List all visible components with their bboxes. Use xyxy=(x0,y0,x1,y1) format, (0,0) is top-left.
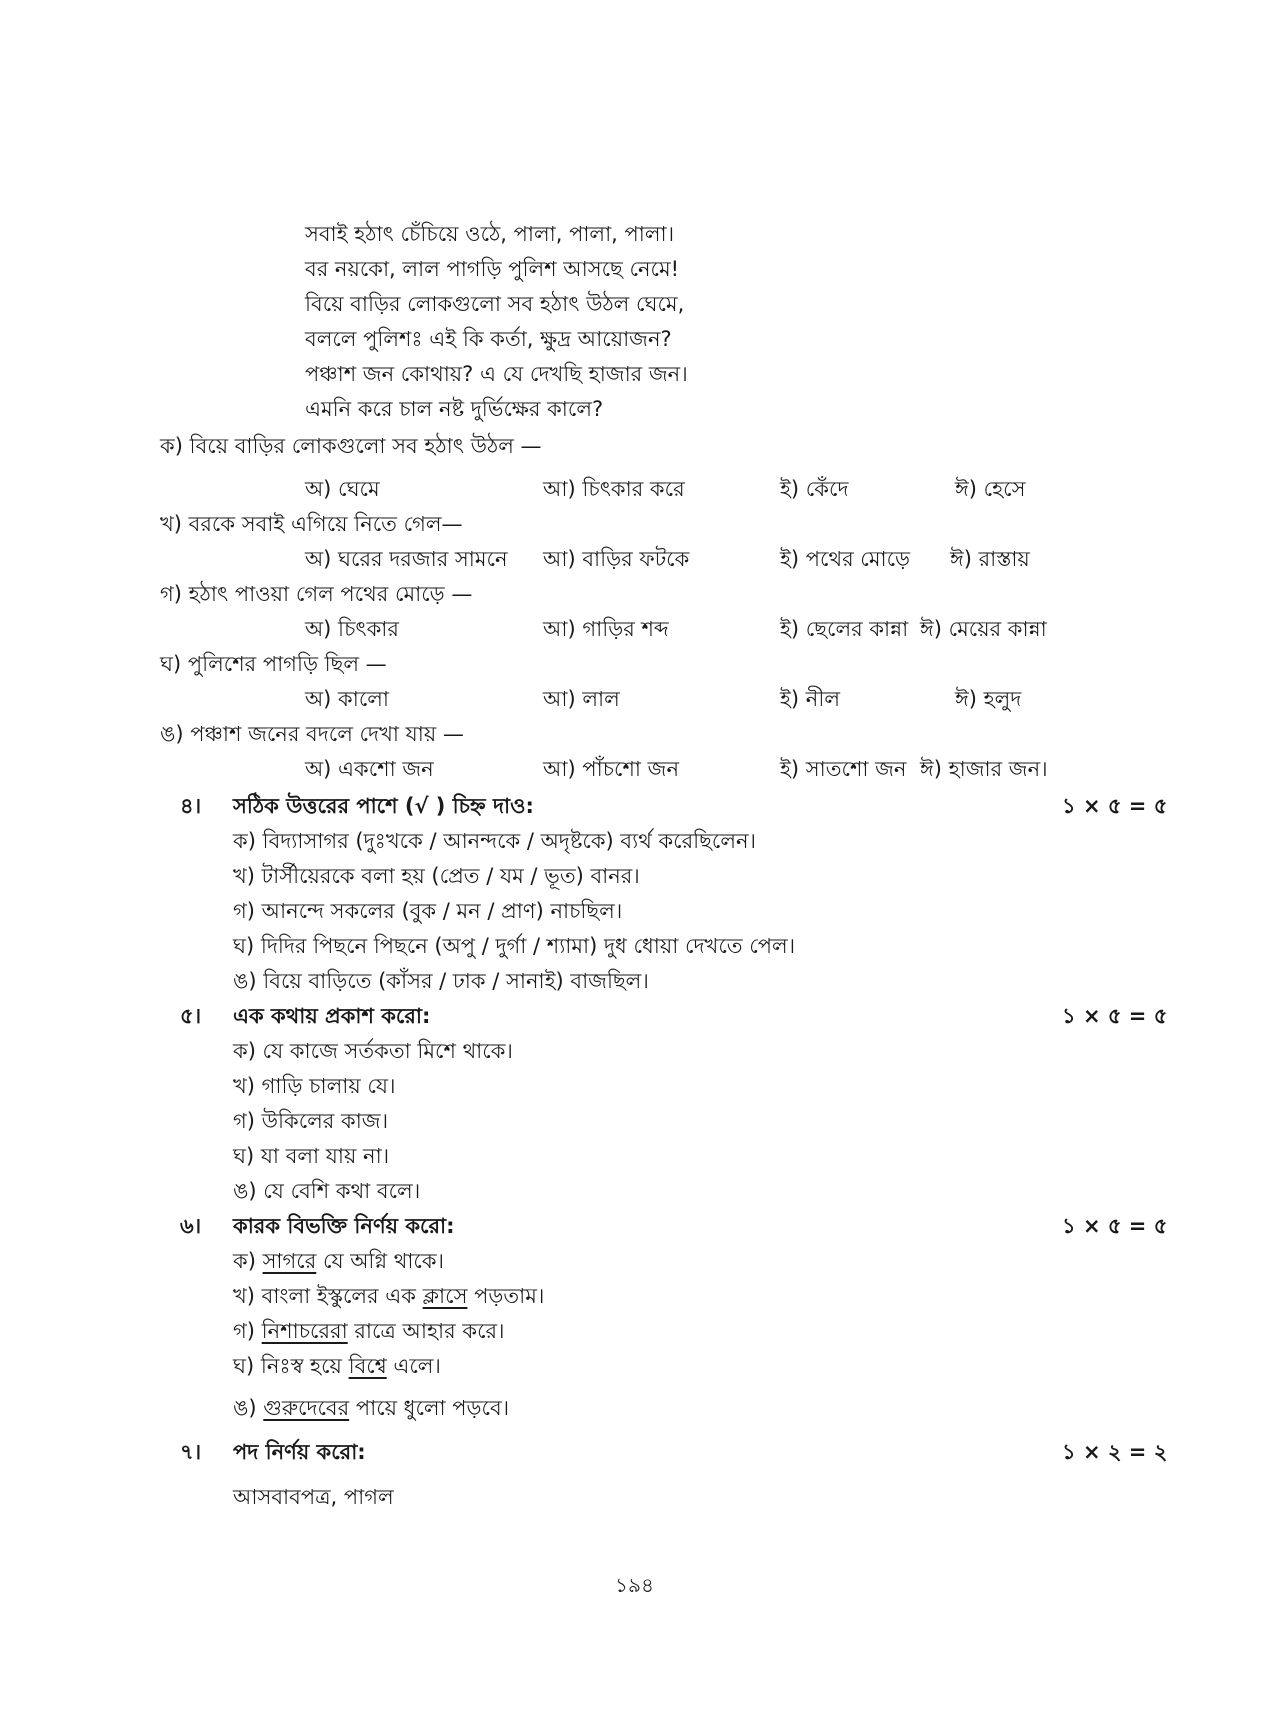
list-item: ঙ) গুরুদেবের পায়ে ধুলো পড়বে। xyxy=(233,1396,510,1420)
section-number: ৪। xyxy=(180,794,202,818)
mcq-option: ই) নীল xyxy=(780,687,840,711)
list-item: ক) বিদ্যাসাগর (দুঃখকে / আনন্দকে / অদৃষ্টকে) ব্যর্থ করেছিলেন। xyxy=(233,829,757,853)
poem-line: পঞ্চাশ জন কোথায়? এ যে দেখছি হাজার জন। xyxy=(305,362,688,386)
mcq-question: গ) হঠাৎ পাওয়া গেল পথের মোড়ে — xyxy=(160,582,473,606)
list-item: গ) আনন্দে সকলের (বুক / মন / প্রাণ) নাচছিল। xyxy=(233,899,623,923)
mcq-option: আ) পাঁচশো জন xyxy=(543,757,679,781)
poem-line: বর নয়কো, লাল পাগড়ি পুলিশ আসছে নেমে! xyxy=(305,257,680,281)
section-marks: ১ × ৫ = ৫ xyxy=(1062,794,1168,818)
mcq-option: ই) ছেলের কান্না xyxy=(780,617,909,641)
section-title: কারক বিভক্তি নির্ণয় করো: xyxy=(233,1214,455,1238)
mcq-option: আ) চিৎকার করে xyxy=(543,477,685,501)
poem-line: বললে পুলিশঃ এই কি কর্তা, ক্ষুদ্র আয়োজন? xyxy=(305,327,672,351)
list-item: ঘ) নিঃস্ব হয়ে বিশ্বে এলে। xyxy=(233,1354,441,1378)
list-item: ঙ) যে বেশি কথা বলে। xyxy=(233,1179,421,1203)
mcq-question: ঙ) পঞ্চাশ জনের বদলে দেখা যায় — xyxy=(160,722,464,746)
section-number: ৫। xyxy=(180,1004,202,1028)
underlined-word: গুরুদেবের xyxy=(263,1396,350,1420)
word-list: আসবাবপত্র, পাগল xyxy=(233,1485,394,1509)
mcq-option: আ) বাড়ির ফটকে xyxy=(543,547,690,571)
list-item: ক) সাগরে যে অগ্নি থাকে। xyxy=(233,1249,445,1273)
mcq-option: আ) গাড়ির শব্দ xyxy=(543,617,669,641)
underlined-word: সাগরে xyxy=(262,1249,317,1273)
list-item: গ) উকিলের কাজ। xyxy=(233,1109,389,1133)
list-item: খ) টার্সীয়েরকে বলা হয় (প্রেত / যম / ভূত) বানর। xyxy=(233,864,640,888)
mcq-option: ঈ) মেয়ের কান্না xyxy=(920,617,1047,641)
mcq-option: ই) পথের মোড়ে xyxy=(780,547,911,571)
mcq-option: অ) একশো জন xyxy=(305,757,434,781)
section-title: সঠিক উত্তরের পাশে (√ ) চিহ্ন দাও: xyxy=(233,794,534,818)
list-item: খ) বাংলা ইস্কুলের এক ক্লাসে পড়তাম। xyxy=(233,1284,545,1308)
poem-line: সবাই হঠাৎ চেঁচিয়ে ওঠে, পালা, পালা, পালা। xyxy=(305,222,675,246)
section-marks: ১ × ৫ = ৫ xyxy=(1062,1214,1168,1238)
section-title: এক কথায় প্রকাশ করো: xyxy=(233,1004,431,1028)
underlined-word: বিশ্বে xyxy=(348,1354,387,1378)
list-item: ক) যে কাজে সর্তকতা মিশে থাকে। xyxy=(233,1039,513,1063)
mcq-question: খ) বরকে সবাই এগিয়ে নিতে গেল— xyxy=(160,512,463,536)
section-number: ৬। xyxy=(180,1214,202,1238)
section-marks: ১ × ৫ = ৫ xyxy=(1062,1004,1168,1028)
mcq-option: ঈ) হাজার জন। xyxy=(920,757,1048,781)
section-number: ৭। xyxy=(180,1440,202,1464)
list-item: গ) নিশাচরেরা রাত্রে আহার করে। xyxy=(233,1319,505,1343)
mcq-option: অ) ঘরের দরজার সামনে xyxy=(305,547,508,571)
mcq-question: ক) বিয়ে বাড়ির লোকগুলো সব হঠাৎ উঠল — xyxy=(160,434,542,458)
page-number: ১৯৪ xyxy=(615,1573,654,1597)
mcq-option: ই) কেঁদে xyxy=(780,477,849,501)
section-title: পদ নির্ণয় করো: xyxy=(233,1440,366,1464)
list-item: ঙ) বিয়ে বাড়িতে (কাঁসর / ঢাক / সানাই) বাজছিল। xyxy=(233,969,649,993)
mcq-option: ঈ) হেসে xyxy=(955,477,1026,501)
mcq-option: ঈ) হলুদ xyxy=(955,687,1022,711)
list-item: ঘ) দিদির পিছনে পিছনে (অপু / দুর্গা / শ্যামা) দুধ ধোয়া দেখতে পেল। xyxy=(233,934,796,958)
underlined-word: নিশাচরেরা xyxy=(261,1319,348,1343)
list-item: খ) গাড়ি চালায় যে। xyxy=(233,1074,396,1098)
list-item: ঘ) যা বলা যায় না। xyxy=(233,1144,390,1168)
section-marks: ১ × ২ = ২ xyxy=(1062,1440,1168,1464)
underlined-word: ক্লাসে xyxy=(422,1284,468,1308)
poem-line: বিয়ে বাড়ির লোকগুলো সব হঠাৎ উঠল ঘেমে, xyxy=(305,292,685,316)
mcq-option: আ) লাল xyxy=(543,687,620,711)
mcq-question: ঘ) পুলিশের পাগড়ি ছিল — xyxy=(160,652,387,676)
mcq-option: ঈ) রাস্তায় xyxy=(950,547,1030,571)
mcq-option: অ) চিৎকার xyxy=(305,617,399,641)
poem-line: এমনি করে চাল নষ্ট দুর্ভিক্ষের কালে? xyxy=(305,397,604,421)
mcq-option: অ) ঘেমে xyxy=(305,477,380,501)
mcq-option: ই) সাতশো জন xyxy=(780,757,907,781)
mcq-option: অ) কালো xyxy=(305,687,390,711)
